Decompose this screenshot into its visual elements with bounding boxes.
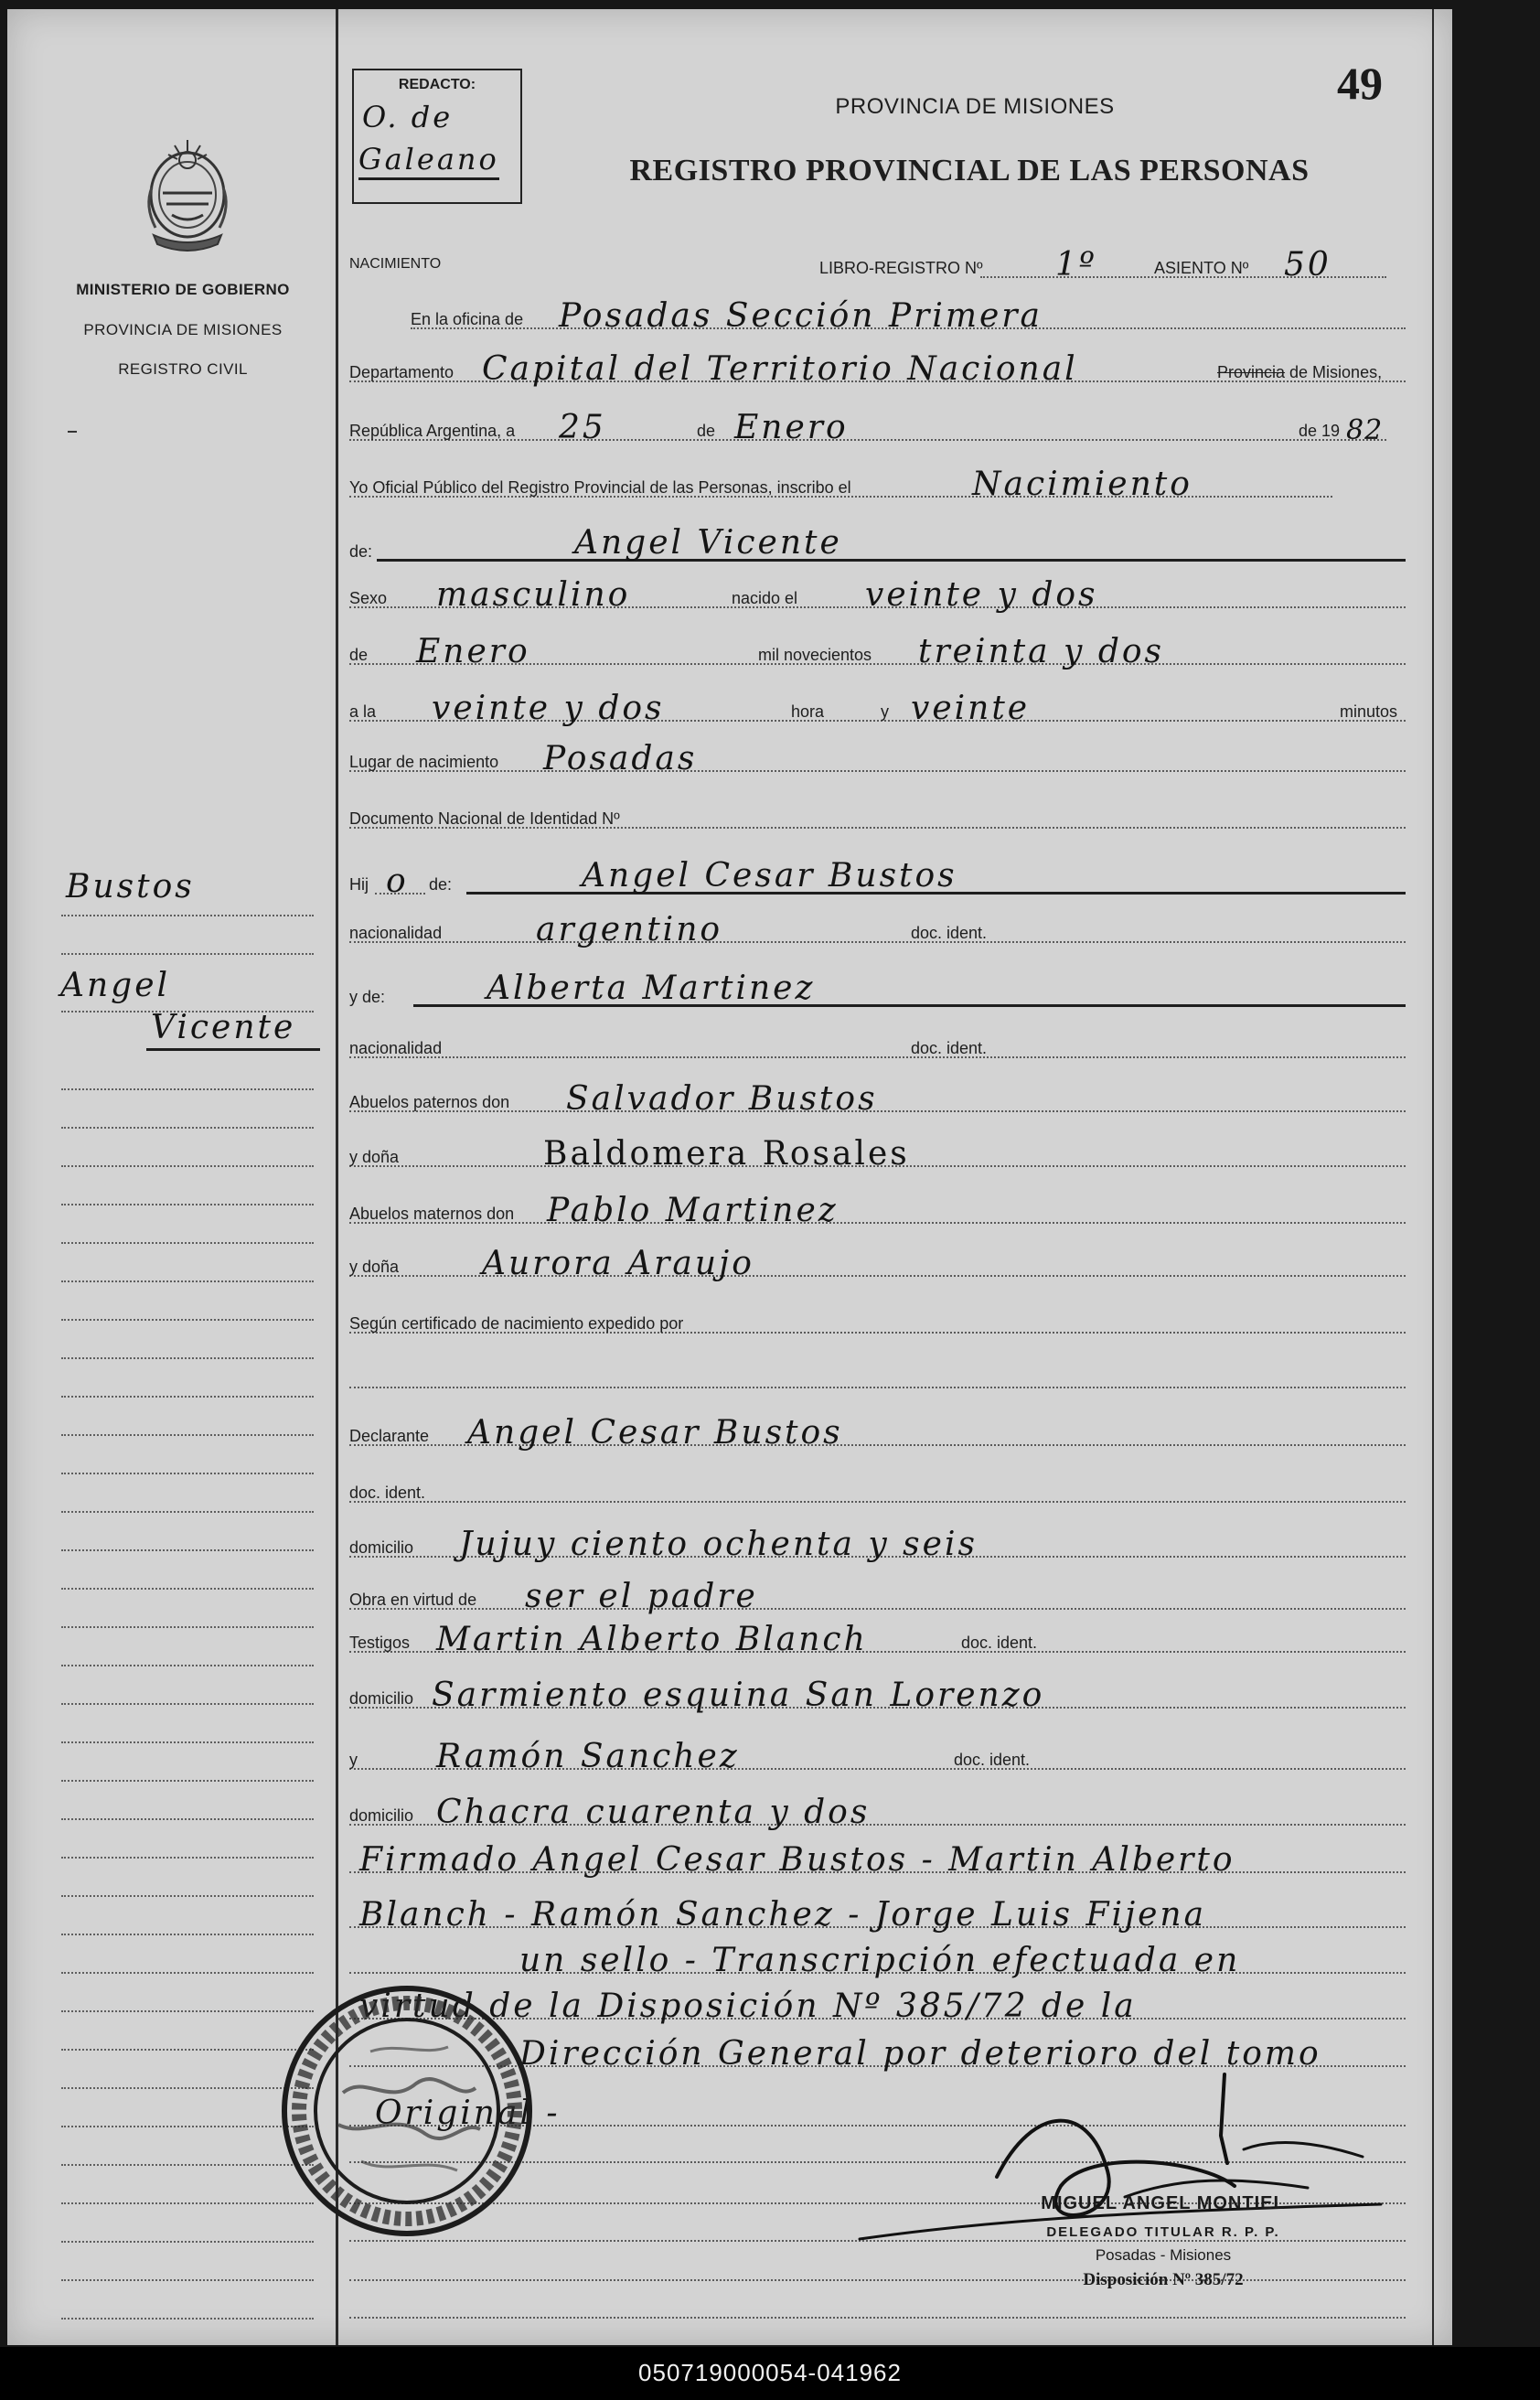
act-type-label: NACIMIENTO [349, 256, 442, 272]
margin-note-underline [146, 1048, 320, 1051]
registered-name-value: Angel Vicente [574, 524, 842, 562]
province-title: PROVINCIA DE MISIONES [835, 94, 1115, 119]
book-label: LIBRO-REGISTRO Nº [819, 260, 988, 276]
margin-line [61, 1857, 314, 1859]
row-declarant-doc [349, 1457, 1406, 1503]
dotted-line [349, 1387, 1406, 1388]
witness-2-label: y [349, 1752, 362, 1768]
date-de-label: de [697, 423, 720, 439]
official-seal-stamp [279, 1983, 535, 2239]
row-paternal-grandmother [349, 1121, 1406, 1173]
child-label: Hij [349, 876, 373, 893]
row-certificate [349, 1288, 1406, 1334]
declarant-label: Declarante [349, 1428, 433, 1444]
margin-line [61, 2202, 314, 2204]
dotted-line [349, 1056, 1406, 1058]
province-rest-text: de Misiones, [1285, 363, 1383, 381]
province-struck-text: Provincia [1217, 363, 1286, 381]
father-doc-label: doc. ident. [911, 925, 991, 941]
birth-hour-value: veinte y dos [432, 690, 665, 727]
witness-2-value: Ramón Sanchez [436, 1738, 740, 1775]
department-value: Capital del Territorio Nacional [482, 350, 1078, 388]
office-value: Posadas Sección Primera [559, 297, 1043, 335]
birthplace-value: Posadas [543, 740, 698, 777]
note-line-6: Original - [375, 2095, 561, 2132]
row-birth-month [349, 619, 1406, 670]
margin-line [61, 1895, 314, 1897]
row-witness-1-address [349, 1663, 1406, 1714]
row-office [349, 284, 1406, 335]
born-label: nacido el [732, 590, 802, 606]
father-nationality-label: nacionalidad [349, 925, 446, 941]
witness-1-address-label: domicilio [349, 1690, 418, 1707]
row-sex [349, 562, 1406, 614]
margin-line [61, 1780, 314, 1782]
note-line-2: Blanch - Ramón Sanchez - Jorge Luis Fijena [359, 1896, 1207, 1934]
father-label: de: [429, 876, 456, 893]
row-birthplace [349, 726, 1406, 777]
maternal-grandfather-value: Pablo Martinez [547, 1192, 839, 1229]
birth-year-label: mil novecientos [758, 647, 876, 663]
margin-line [61, 1588, 314, 1590]
row-declarant [349, 1400, 1406, 1452]
margin-line [61, 1549, 314, 1551]
dotted-line [349, 941, 1406, 943]
dotted-line [349, 1501, 1406, 1503]
officer-disposition: Disposición Nº 385/72 [1083, 2270, 1244, 2289]
date-year-value: 82 [1346, 414, 1384, 446]
row-declarant-address [349, 1512, 1406, 1563]
sex-value: masculino [436, 576, 631, 614]
margin-mark [68, 431, 77, 433]
page-number: 49 [1337, 58, 1383, 109]
row-department [349, 337, 1406, 388]
right-border-line [1432, 9, 1434, 2345]
margin-line [61, 1703, 314, 1705]
margin-line [61, 1204, 314, 1205]
child-gender: o [386, 862, 409, 900]
birthplace-label: Lugar de nacimiento [349, 754, 503, 770]
row-birth-time [349, 676, 1406, 727]
margin-line [61, 1242, 314, 1244]
margin-line [61, 2241, 314, 2243]
paternal-grandfather-value: Salvador Bustos [566, 1080, 878, 1118]
row-by-virtue [349, 1564, 1406, 1615]
margin-line [61, 1511, 314, 1513]
maternal-grandmother-value: Aurora Araujo [482, 1245, 754, 1282]
margin-line [61, 1818, 314, 1820]
paternal-grandmother-value: Baldomera Rosales [543, 1135, 910, 1173]
witness-1-doc-label: doc. ident. [961, 1634, 1042, 1651]
row-note-2 [349, 1882, 1406, 1934]
margin-line [61, 2279, 314, 2281]
mother-nationality-label: nacionalidad [349, 1040, 446, 1056]
registered-name-label: de: [349, 543, 377, 560]
note-line-3: un sello - Transcripción efectuada en [519, 1942, 1241, 1979]
row-maternal-grandmother [349, 1231, 1406, 1282]
witness-label: Testigos [349, 1634, 414, 1651]
note-line-1: Firmado Angel Cesar Bustos - Martin Alberto [359, 1841, 1235, 1879]
declarant-address-label: domicilio [349, 1539, 418, 1556]
margin-line [61, 1972, 314, 1974]
date-year-label: de 19 [1299, 423, 1344, 439]
row-certificate-continued [349, 1343, 1406, 1388]
father-value: Angel Cesar Bustos [582, 857, 957, 895]
row-mother-nationality [349, 1012, 1406, 1058]
margin-line [61, 1357, 314, 1359]
mother-value: Alberta Martinez [487, 970, 816, 1007]
by-virtue-value: ser el padre [525, 1578, 758, 1615]
birth-hour-label: hora [791, 703, 829, 720]
officer-place: Posadas - Misiones [1095, 2246, 1232, 2264]
inscription-label: Yo Oficial Público del Registro Provincial de las Personas, inscribo el [349, 479, 856, 496]
margin-line [61, 2126, 314, 2127]
officer-title: DELEGADO TITULAR R. P. P. [1046, 2224, 1280, 2240]
margin-line [61, 2318, 314, 2320]
redacto-label: REDACTO: [398, 77, 476, 92]
date-label: República Argentina, a [349, 423, 519, 439]
province-label [1217, 364, 1386, 380]
father-nationality-value: argentino [536, 911, 723, 948]
paternal-grandmother-label: y doña [349, 1149, 403, 1165]
provincial-crest-icon [135, 133, 241, 261]
born-day-value: veinte y dos [865, 576, 1098, 614]
birth-minute-value: veinte [911, 690, 1031, 727]
note-line-5: Dirección General por deterioro del tomo [519, 2035, 1321, 2073]
mother-doc-label: doc. ident. [911, 1040, 991, 1056]
margin-line [61, 1165, 314, 1167]
department-label: Departamento [349, 364, 458, 380]
officer-name: MIGUEL ANGEL MONTIEL [1041, 2193, 1286, 2213]
margin-line [61, 2087, 314, 2089]
row-witness-2 [349, 1724, 1406, 1775]
note-line-4: virtud de la Disposición Nº 385/72 de la [359, 1988, 1137, 2025]
witness-1-address-value: Sarmiento esquina San Lorenzo [432, 1677, 1045, 1714]
margin-line [61, 1280, 314, 1282]
witness-2-address-value: Chacra cuarenta y dos [436, 1794, 871, 1831]
margin-line [61, 2049, 314, 2051]
date-month: Enero [734, 409, 849, 446]
margin-line [61, 1319, 314, 1321]
ministry-heading: MINISTERIO DE GOBIERNO [76, 281, 290, 298]
by-virtue-label: Obra en virtud de [349, 1591, 481, 1608]
sex-label: Sexo [349, 590, 391, 606]
inscription-value: Nacimiento [972, 466, 1192, 503]
margin-line [61, 1473, 314, 1474]
birth-minute-label: minutos [1340, 703, 1402, 720]
book-value: 1º [1055, 246, 1097, 284]
margin-line [61, 1665, 314, 1666]
declarant-address-value: Jujuy ciento ochenta y seis [459, 1526, 978, 1563]
registry-title: REGISTRO PROVINCIAL DE LAS PERSONAS [629, 154, 1310, 188]
paternal-grandfather-label: Abuelos paternos don [349, 1094, 514, 1110]
maternal-grandfather-label: Abuelos maternos don [349, 1205, 519, 1222]
dni-label: Documento Nacional de Identidad Nº [349, 810, 625, 827]
margin-note-second-name: Vicente [151, 1009, 296, 1046]
declarant-doc-label: doc. ident. [349, 1484, 430, 1501]
blank-line [349, 2317, 1406, 2319]
province-heading: PROVINCIA DE MISIONES [83, 321, 283, 338]
entry-value: 50 [1284, 246, 1331, 284]
row-book-entry [349, 232, 1406, 284]
dotted-line [349, 770, 1406, 772]
margin-line [61, 1741, 314, 1743]
row-mother [349, 961, 1406, 1007]
row-maternal-grandfather [349, 1178, 1406, 1229]
margin-line [61, 2010, 314, 2012]
margin-line [61, 1396, 314, 1398]
margin-line [61, 1434, 314, 1436]
birth-year-value: treinta y dos [918, 633, 1165, 670]
birth-month-value: Enero [416, 633, 530, 670]
document-id: 050719000054-041962 [638, 2359, 902, 2386]
signature [850, 2049, 1399, 2250]
margin-line [61, 1127, 314, 1129]
row-date [349, 395, 1406, 446]
row-inscription [349, 452, 1406, 503]
certificate-label: Según certificado de nacimiento expedido por [349, 1315, 688, 1332]
birth-month-label: de [349, 647, 372, 663]
mother-label: y de: [349, 989, 390, 1005]
row-registered-name [349, 516, 1406, 562]
witness-1-value: Martin Alberto Blanch [436, 1621, 868, 1658]
margin-line [61, 1934, 314, 1935]
row-father [349, 849, 1406, 900]
declarant-value: Angel Cesar Bustos [467, 1414, 843, 1452]
margin-note-first-name: Angel [60, 967, 171, 1004]
witness-2-address-label: domicilio [349, 1807, 418, 1824]
maternal-grandmother-label: y doña [349, 1259, 403, 1275]
redacto-initials: O. de [362, 100, 454, 134]
civil-registry-heading: REGISTRO CIVIL [118, 360, 248, 378]
margin-line [61, 915, 314, 916]
birth-and-label: y [881, 703, 893, 720]
row-note-1 [349, 1827, 1406, 1879]
entry-label: ASIENTO Nº [1154, 260, 1253, 276]
redacto-signature: Galeano [358, 145, 499, 180]
row-witness-1 [349, 1607, 1406, 1658]
margin-line [61, 953, 314, 955]
solid-line [377, 559, 1406, 562]
birth-time-label: a la [349, 703, 380, 720]
margin-line [61, 1626, 314, 1628]
row-father-nationality [349, 897, 1406, 948]
margin-note-surname: Bustos [66, 868, 195, 905]
row-dni [349, 783, 1406, 829]
date-day: 25 [559, 409, 606, 446]
margin-line [61, 1088, 314, 1090]
witness-2-doc-label: doc. ident. [954, 1752, 1034, 1768]
row-paternal-grandfather [349, 1066, 1406, 1118]
row-witness-2-address [349, 1780, 1406, 1831]
row-note-3 [349, 1928, 1406, 1979]
office-label: En la oficina de [411, 311, 528, 327]
margin-line [61, 2164, 314, 2166]
